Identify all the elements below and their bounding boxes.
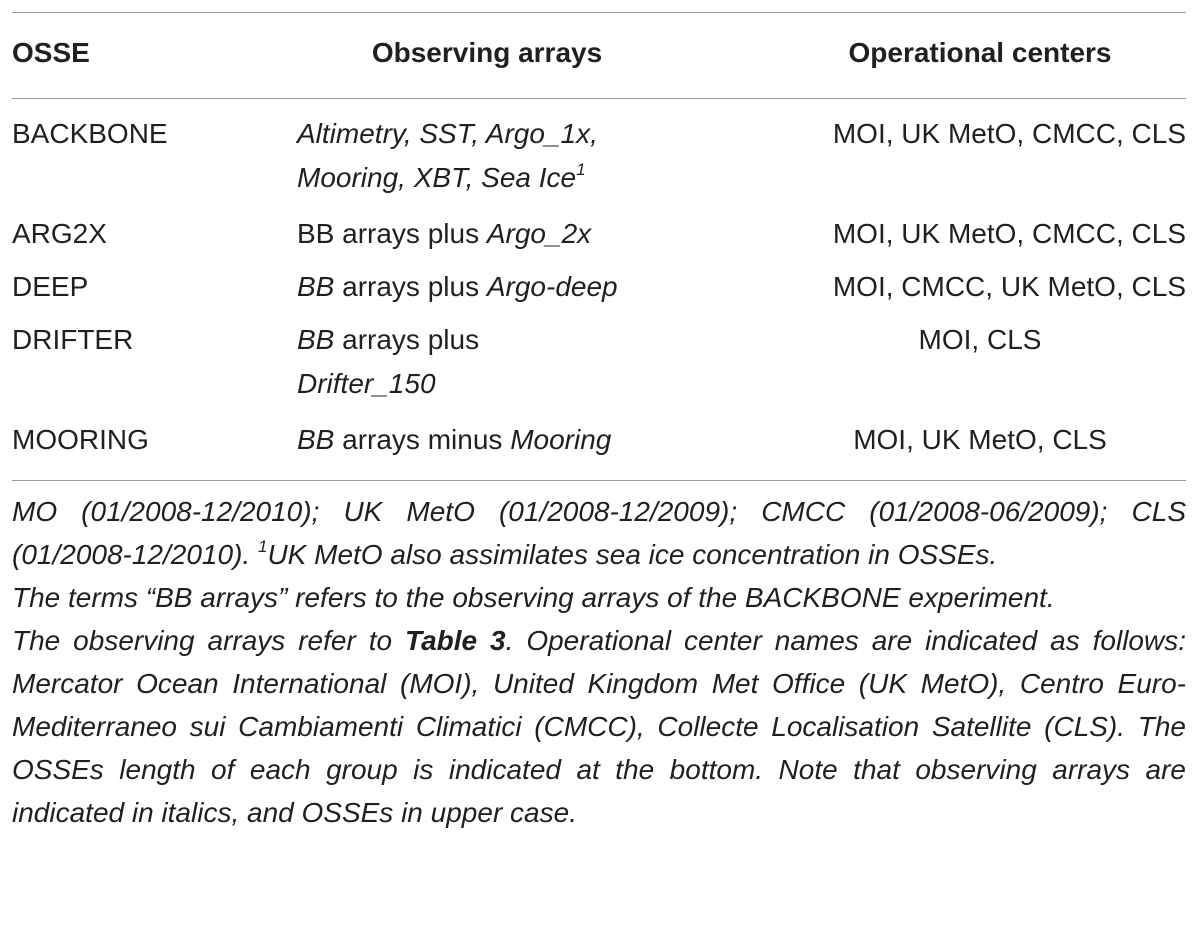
footnote-marker: 1	[576, 160, 586, 179]
header-operational-centers: Operational centers	[848, 37, 1112, 68]
drifter-arrays-plain: arrays plus	[334, 324, 480, 355]
arg2x-arrays-plain: BB arrays plus	[297, 218, 487, 249]
table-row-backbone-osse: BACKBONE	[12, 118, 168, 149]
deep-arrays-bb: BB	[297, 271, 335, 302]
table-row-deep-centers: MOI, CMCC, UK MetO, CLS	[832, 271, 1186, 302]
footnote-arrays-reference	[12, 619, 1186, 834]
table-row-arg2x-arrays	[297, 212, 591, 256]
table-header-rule	[12, 98, 1186, 99]
mooring-arrays-plain: arrays minus	[334, 424, 511, 455]
table-row-mooring-osse: MOORING	[12, 424, 149, 455]
footnote-ice-note: UK MetO also assimilates sea ice concentration in OSSEs.	[267, 539, 998, 570]
table-row-backbone-arrays-line2	[297, 156, 586, 200]
table-row-deep-osse: DEEP	[12, 271, 89, 302]
table-bottom-rule	[12, 480, 1186, 481]
backbone-arrays-text: Mooring, XBT, Sea Ice	[297, 162, 577, 193]
table-row-drifter-arrays-line2: Drifter_150	[297, 368, 436, 399]
mooring-arrays-italic: Mooring	[510, 424, 612, 455]
table-3-reference: Table 3	[405, 625, 506, 656]
footnote-bb-arrays: The terms “BB arrays” refers to the observing arrays of the BACKBONE experiment.	[12, 582, 1055, 613]
footnote-sup-marker: 1	[257, 537, 268, 556]
table-row-backbone-centers: MOI, UK MetO, CMCC, CLS	[832, 118, 1186, 149]
table-footnotes	[12, 490, 1186, 834]
table-row-backbone-arrays-line1: Altimetry, SST, Argo_1x,	[297, 118, 598, 149]
table-row-arg2x-centers: MOI, UK MetO, CMCC, CLS	[832, 218, 1186, 249]
table-row-drifter-osse: DRIFTER	[12, 324, 134, 355]
table-row-mooring-centers: MOI, UK MetO, CLS	[853, 424, 1107, 455]
table-row-mooring-arrays	[297, 418, 611, 462]
deep-arrays-plain: arrays plus	[334, 271, 487, 302]
arg2x-arrays-italic: Argo_2x	[486, 218, 592, 249]
mooring-arrays-bb: BB	[297, 424, 335, 455]
deep-arrays-italic: Argo-deep	[486, 271, 618, 302]
table-row-deep-arrays	[297, 265, 618, 309]
footnote-ref-post: . Operational center names are indicated as follows: Mercator Ocean International (MOI), United Kingdom Met Office (UK MetO), Centro Euro-Mediterraneo sui Cambiamenti Climatici (CMCC), Collecte Localisation Satellite (CLS). The OSSEs length of each group is indicated at the bottom. Note that observing arrays are indicated in italics, and OSSEs in upper case.	[12, 625, 1186, 828]
footnote-periods	[12, 490, 1186, 576]
footnote-ref-pre: The observing arrays refer to	[12, 625, 406, 656]
table-row-drifter-arrays-line1	[297, 318, 479, 362]
table-top-rule	[12, 12, 1186, 13]
drifter-arrays-bb: BB	[297, 324, 335, 355]
header-observing-arrays: Observing arrays	[371, 37, 603, 68]
header-osse: OSSE	[12, 37, 90, 68]
table-row-arg2x-osse: ARG2X	[12, 218, 107, 249]
table-row-drifter-centers: MOI, CLS	[918, 324, 1042, 355]
footnote-period-text: MO (01/2008-12/2010); UK MetO (01/2008-12/2009); CMCC (01/2008-06/2009); CLS (01/2008-12/2010).	[12, 496, 1186, 570]
